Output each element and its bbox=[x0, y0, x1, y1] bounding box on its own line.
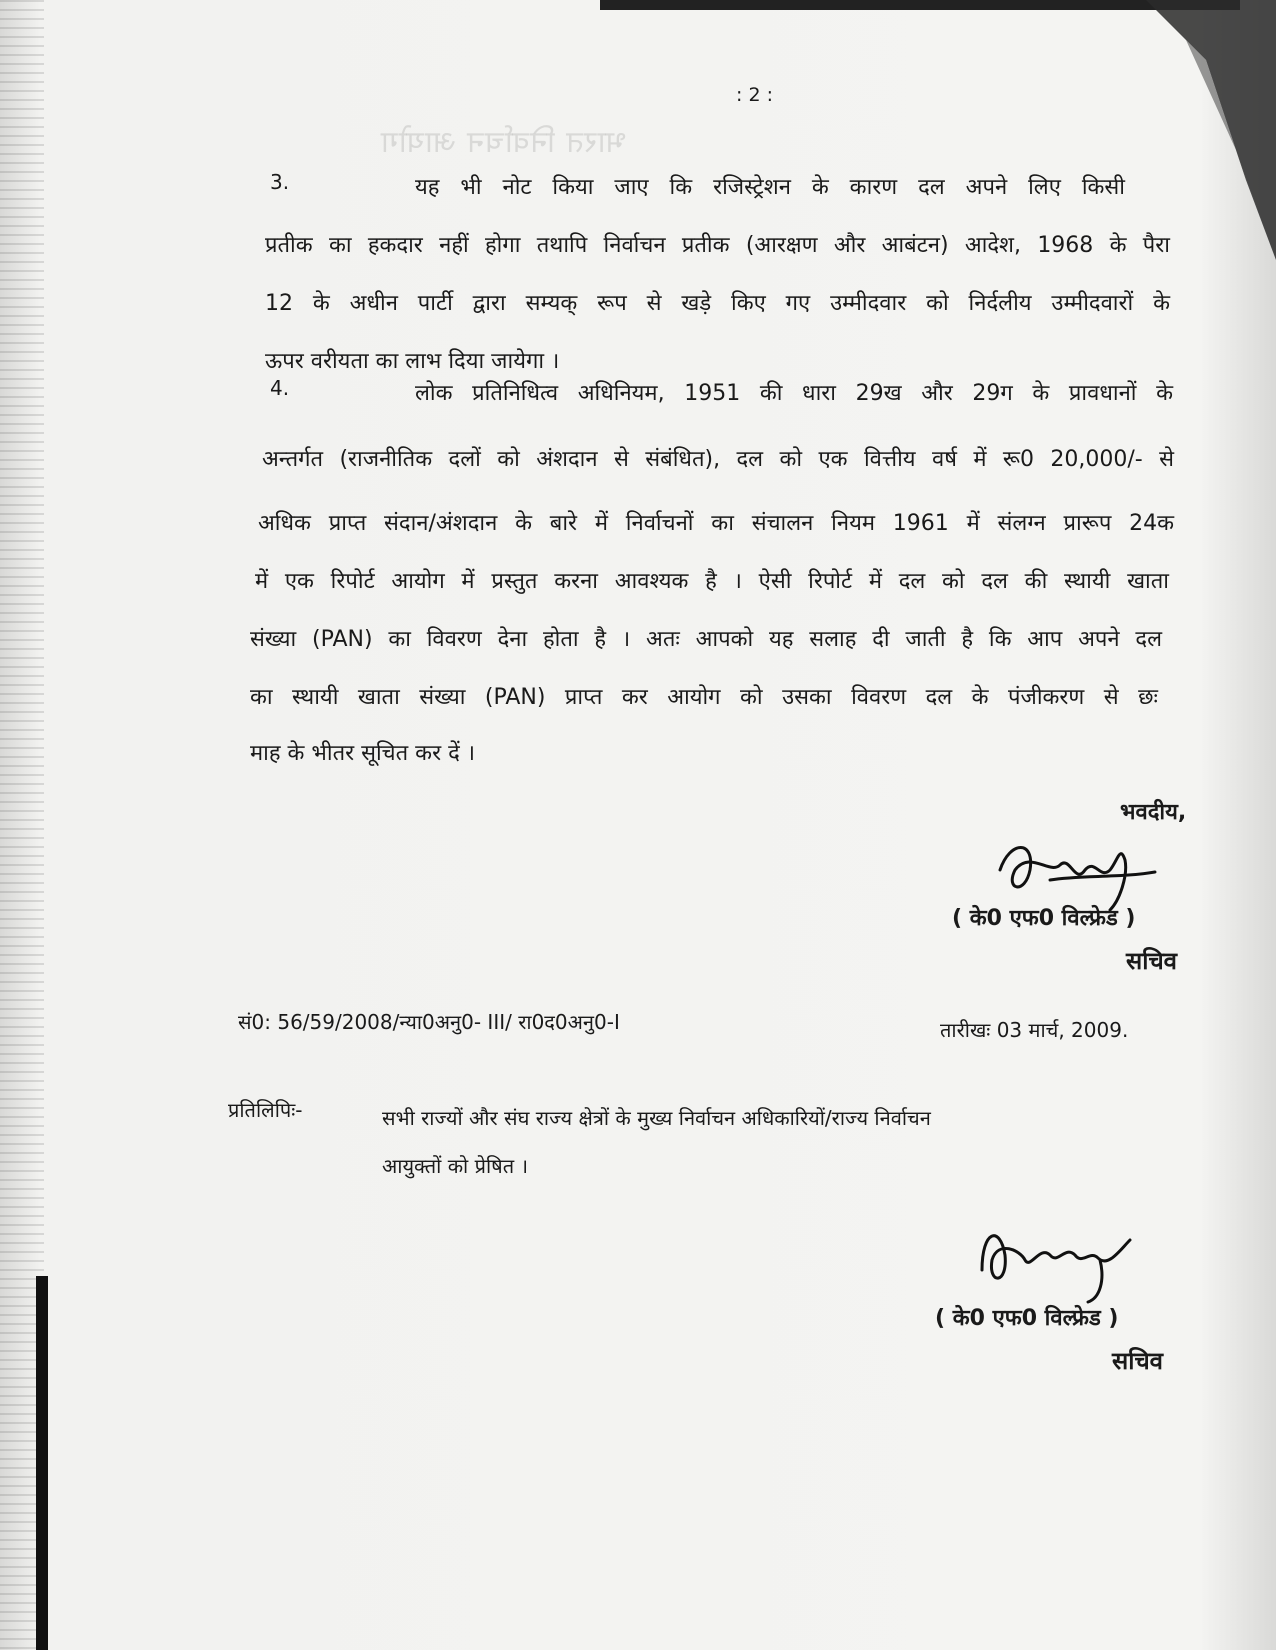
salutation: भवदीय, bbox=[1120, 800, 1187, 825]
show-through-text: भारत निर्वाचन आयोग bbox=[380, 125, 627, 160]
paragraph-3-line-3: 12 के अधीन पार्टी द्वारा सम्यक् रूप से खड़े किए गए उम्मीदवार को निर्दलीय उम्मीदवारों के bbox=[265, 291, 1170, 316]
reference-date: तारीखः 03 मार्च, 2009. bbox=[940, 1018, 1129, 1042]
paragraph-3-line-1: यह भी नोट किया जाए कि रजिस्ट्रेशन के कारण दल अपने लिए किसी bbox=[415, 175, 1125, 200]
scan-shadow bbox=[600, 0, 1240, 10]
paragraph-4-line-3: अधिक प्राप्त संदान/अंशदान के बारे में निर्वाचनों का संचालन नियम 1961 में संलग्न प्रारूप 24क bbox=[258, 511, 1174, 536]
page-number: : 2 : bbox=[736, 84, 773, 106]
paragraph-4-line-1: लोक प्रतिनिधित्व अधिनियम, 1951 की धारा 29ख और 29ग के प्रावधानों के bbox=[415, 381, 1173, 406]
copy-line-1: सभी राज्यों और संघ राज्य क्षेत्रों के मुख्य निर्वाचन अधिकारियों/राज्य निर्वाचन bbox=[382, 1106, 931, 1130]
para-number: 3. bbox=[270, 170, 290, 194]
copy-line-2: आयुक्तों को प्रेषित । bbox=[382, 1154, 529, 1178]
paragraph-3-line-2: प्रतीक का हकदार नहीं होगा तथापि निर्वाचन प्रतीक (आरक्षण और आबंटन) आदेश, 1968 के पैरा bbox=[265, 233, 1170, 258]
paragraph-3-line-4: ऊपर वरीयता का लाभ दिया जायेगा । bbox=[265, 349, 560, 374]
paragraph-4-line-7: माह के भीतर सूचित कर दें । bbox=[250, 741, 476, 766]
signatory-name-2: ( के0 एफ0 विल्फ्रेड ) bbox=[935, 1306, 1119, 1331]
paragraph-4-line-6: का स्थायी खाता संख्या (PAN) प्राप्त कर आयोग को उसका विवरण दल के पंजीकरण से छः bbox=[250, 685, 1158, 710]
signatory-designation: सचिव bbox=[1126, 947, 1178, 975]
copy-label: प्रतिलिपिः- bbox=[228, 1098, 303, 1122]
signature bbox=[970, 1210, 1150, 1310]
paragraph-4-line-4: में एक रिपोर्ट आयोग में प्रस्तुत करना आवश्यक है । ऐसी रिपोर्ट में दल को दल की स्थायी खाता bbox=[255, 569, 1169, 594]
para-number: 4. bbox=[270, 376, 290, 400]
signatory-name: ( के0 एफ0 विल्फ्रेड ) bbox=[952, 906, 1136, 931]
paragraph-4-line-2: अन्तर्गत (राजनीतिक दलों को अंशदान से संबंधित), दल को एक वित्तीय वर्ष में रू0 20,000/- से bbox=[262, 447, 1174, 472]
scan-edge-bar bbox=[36, 1276, 48, 1650]
reference-number: सं0: 56/59/2008/न्या0अनु0- III/ रा0द0अनु0-I bbox=[238, 1010, 620, 1034]
paragraph-4-line-5: संख्या (PAN) का विवरण देना होता है । अतः आपको यह सलाह दी जाती है कि आप अपने दल bbox=[250, 627, 1162, 652]
signatory-designation-2: सचिव bbox=[1112, 1347, 1164, 1375]
